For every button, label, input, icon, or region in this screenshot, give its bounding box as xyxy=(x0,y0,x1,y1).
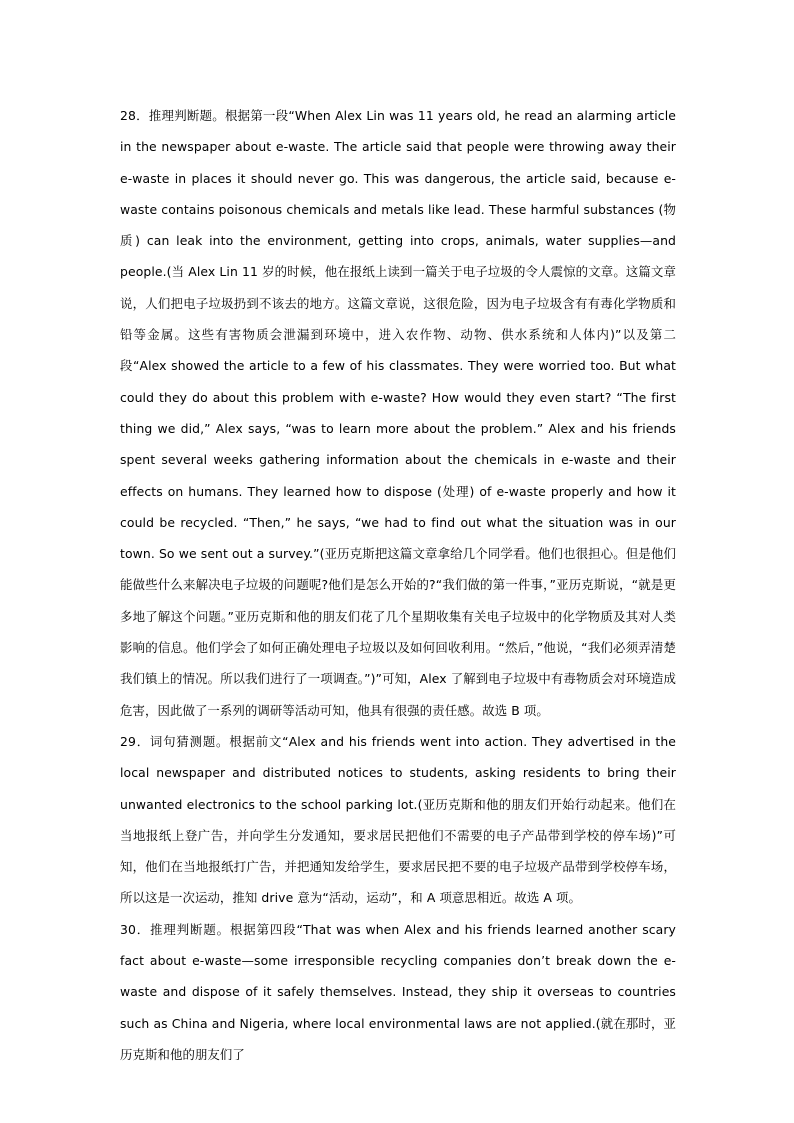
document-page xyxy=(120,100,676,1070)
answer-paragraph-29: 29．词句猜测题。根据前文“Alex and his friends went into action. They advertised in the local newspaper and distributed notices to students, asking residents to bring their unwanted electronics to the school parking lot.(亚历克斯和他的朋友们开始行动起来。他们在当地报纸上登广告，并向学生分发通知，要求居民把他们不需要的电子产品带到学校的停车场)”可知，他们在当地报纸打广告，并把通知发给学生，要求居民把不要的电子垃圾产品带到学校停车场，所以这是一次运动，推知 drive 意为“活动，运动”，和 A 项意思相近。故选 A 项。 xyxy=(120,733,676,906)
answer-paragraph-28: 28．推理判断题。根据第一段“When Alex Lin was 11 years old, he read an alarming article in the newspaper about e-waste. The article said that people were throwing away their e-waste in places it should never go. This was dangerous, the article said, because e-waste contains poisonous chemicals and metals like lead. These harmful substances (物质) can leak into the environment, getting into crops, animals, water supplies—and people.(当 Alex Lin 11 岁的时候，他在报纸上读到一篇关于电子垃圾的令人震惊的文章。这篇文章说，人们把电子垃圾扔到不该去的地方。这篇文章说，这很危险，因为电子垃圾含有有毒化学物质和铅等金属。这些有害物质会泄漏到环境中，进入农作物、动物、供水系统和人体内)”以及第二段“Alex showed the article to a few of his classmates. They were worried too. But what could they do about this problem with e-waste? How would they even start? “The first thing we did,” Alex says, “was to learn more about the problem.” Alex and his friends spent several weeks gathering information about the chemicals in e-waste and their effects on humans. They learned how to dispose (处理) of e-waste properly and how it could be recycled. “Then,” he says, “we had to find out what the situation was in our town. So we sent out a survey.”(亚历克斯把这篇文章拿给几个同学看。他们也很担心。但是他们能做些什么来解决电子垃圾的问题呢?他们是怎么开始的?“我们做的第一件事，”亚历克斯说，“就是更多地了解这个问题。”亚历克斯和他的朋友们花了几个星期收集有关电子垃圾中的化学物质及其对人类影响的信息。他们学会了如何正确处理电子垃圾以及如何回收利用。“然后，”他说，“我们必须弄清楚我们镇上的情况。所以我们进行了一项调查。”)”可知，Alex 了解到电子垃圾中有毒物质会对环境造成危害，因此做了一系列的调研等活动可知，他具有很强的责任感。故选 B 项。 xyxy=(120,108,676,718)
answer-paragraph-30: 30．推理判断题。根据第四段“That was when Alex and his friends learned another scary fact about e-waste—some irresponsible recycling companies don’t break down the e-waste and dispose of it safely themselves. Instead, they ship it overseas to countries such as China and Nigeria, where local environmental laws are not applied.(就在那时，亚历克斯和他的朋友们了 xyxy=(120,921,676,1062)
